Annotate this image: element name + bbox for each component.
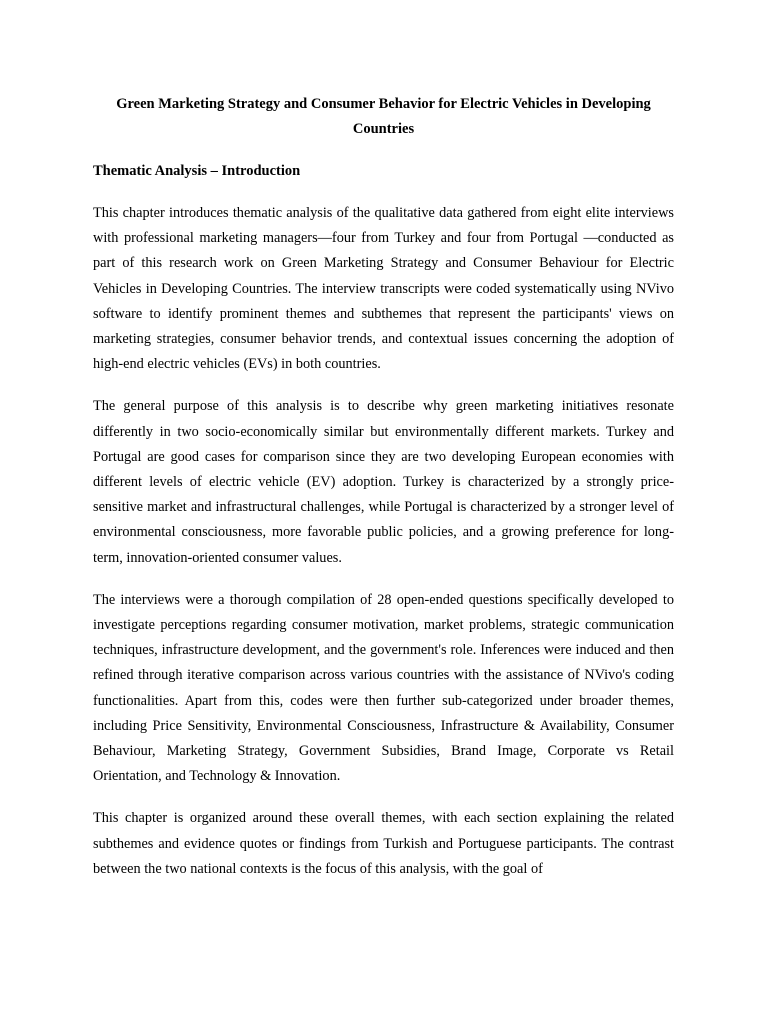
section-heading: Thematic Analysis – Introduction (93, 163, 301, 179)
paragraph-intro: This chapter introduces thematic analysis of the qualitative data gathered from eight elite interviews with professional marketing managers—four from Turkey and four from Portugal —conducted as part of this research work on Green Marketing Strategy and Consumer Behaviour for Electric Vehicles in Developing Countries. The interview transcripts were coded systematically using NVivo software to identify prominent themes and subthemes that represent the participants' views on marketing strategies, consumer behavior trends, and contextual issues concerning the adoption of high-end electric vehicles (EVs) in both countries. (93, 205, 674, 373)
paragraph-interviews: The interviews were a thorough compilation of 28 open-ended questions specifically developed to investigate perceptions regarding consumer motivation, market problems, strategic communication techniques, infrastructure development, and the government's role. Inferences were induced and then refined through iterative comparison across various countries with the assistance of NVivo's coding functionalities. Apart from this, codes were then further sub-categorized under broader themes, including Price Sensitivity, Environmental Consciousness, Infrastructure & Availability, Consumer Behaviour, Marketing Strategy, Government Subsidies, Brand Image, Corporate vs Retail Orientation, and Technology & Innovation. (93, 591, 674, 785)
document-page (93, 92, 674, 882)
paragraph-organization: This chapter is organized around these overall themes, with each section explaining the related subthemes and evidence quotes or findings from Turkish and Portuguese participants. The contrast between the two national contexts is the focus of this analysis, with the goal of (93, 810, 674, 877)
document-title: Green Marketing Strategy and Consumer Behavior for Electric Vehicles in Developing Countries (116, 96, 651, 137)
paragraph-purpose: The general purpose of this analysis is to describe why green marketing initiatives resonate differently in two socio-economically similar but environmentally different markets. Turkey and Portugal are good cases for comparison since they are two developing European economies with different levels of electric vehicle (EV) adoption. Turkey is characterized by a strongly price-sensitive market and infrastructural challenges, while Portugal is characterized by a stronger level of environmental consciousness, more favorable public policies, and a growing preference for long-term, innovation-oriented consumer values. (93, 398, 674, 566)
